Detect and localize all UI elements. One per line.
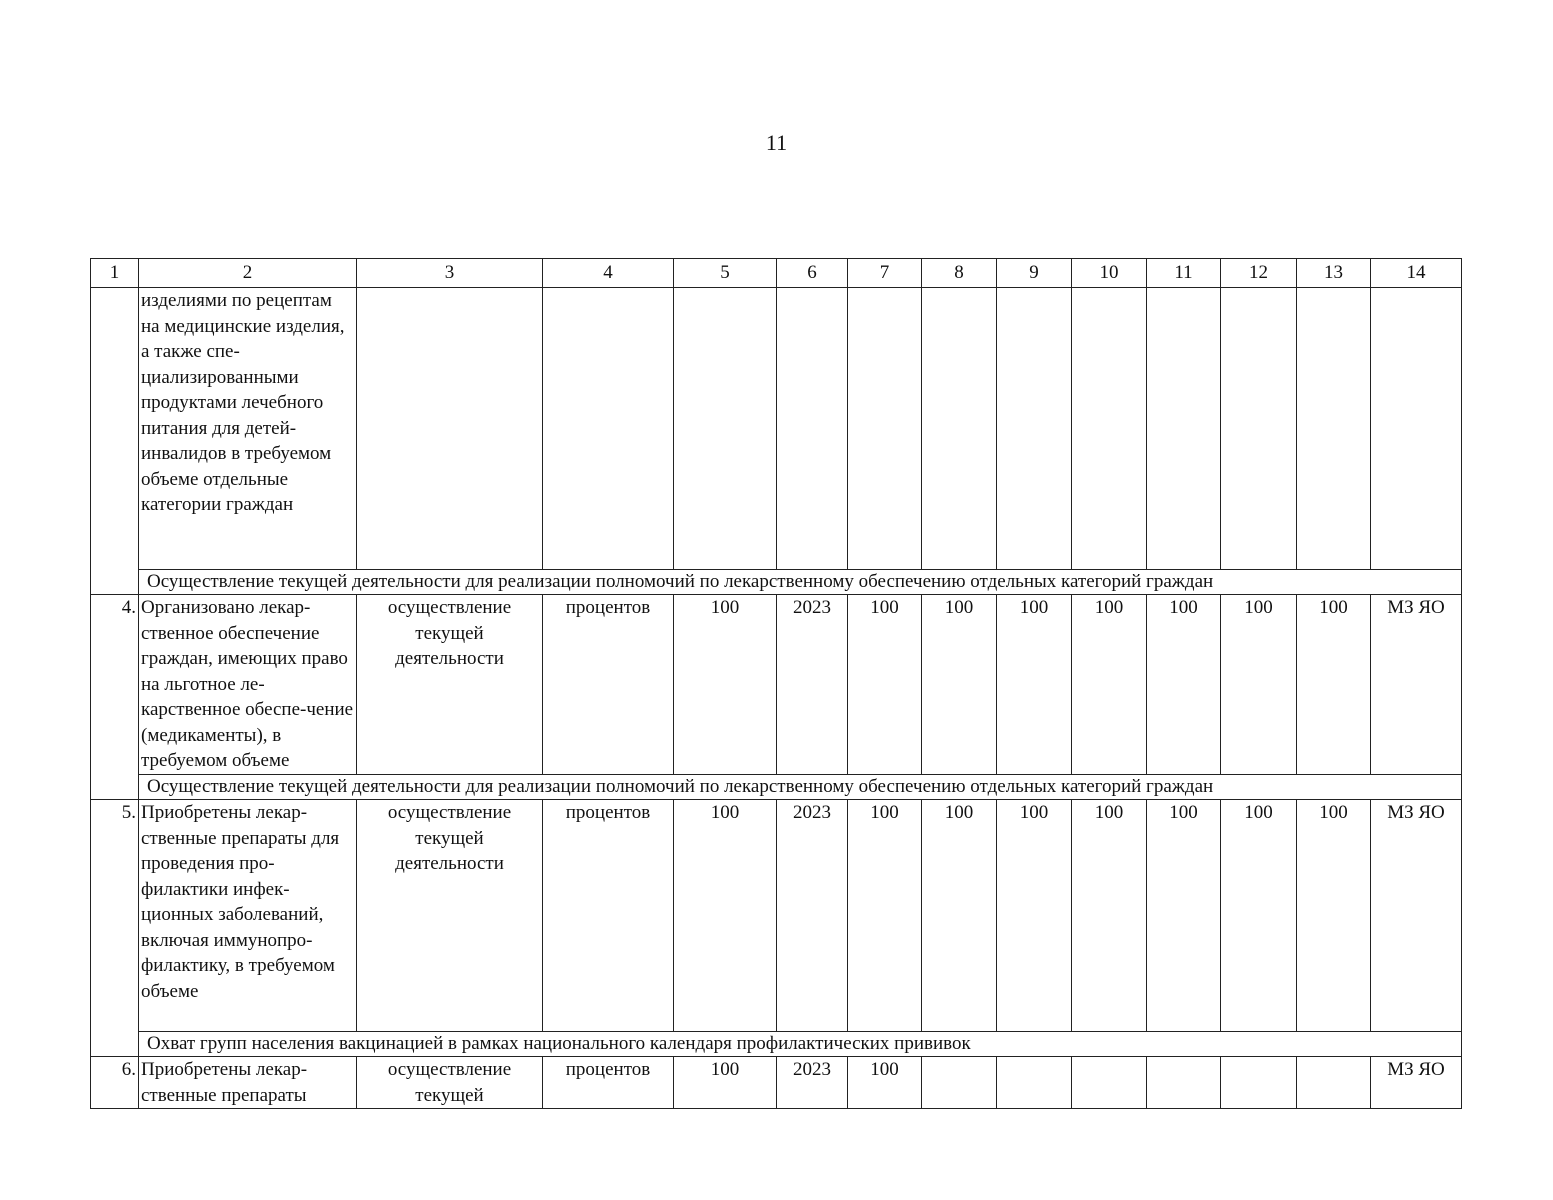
header-cell: 4 (543, 259, 674, 288)
cell-event-type: осуществление текущей деятельности (357, 595, 543, 775)
cell (1371, 288, 1462, 570)
page-number: 11 (765, 130, 788, 155)
cell: 100 (848, 595, 922, 775)
table-row (91, 1057, 1462, 1109)
result-text: Приобретены лекар-ственные препараты для проведения про-филактики инфек-ционных заболеваний, включая иммунопро-филактику, в требуемом объеме (139, 800, 357, 1032)
header-cell: 14 (1371, 259, 1462, 288)
cell-event-type: осуществление текущей деятельности (357, 800, 543, 1032)
header-cell: 13 (1297, 259, 1371, 288)
header-cell: 8 (922, 259, 997, 288)
header-cell: 1 (91, 259, 139, 288)
cell (543, 288, 674, 570)
cell: 100 (922, 800, 997, 1032)
table-row (91, 288, 1462, 570)
cell-base-value: 100 (674, 1057, 777, 1109)
header-cell: 7 (848, 259, 922, 288)
subheader-text: Осуществление текущей деятельности для реализации полномочий по лекарственному обеспечению отдельных категорий граждан (139, 570, 1462, 595)
cell: 100 (1072, 595, 1147, 775)
header-cell: 2 (139, 259, 357, 288)
cell (1297, 1057, 1371, 1109)
cell (1297, 288, 1371, 570)
header-cell: 3 (357, 259, 543, 288)
table-row (91, 595, 1462, 775)
result-text: Организовано лекар-ственное обеспечение граждан, имеющих право на льготное ле-карственное обеспе-чение (медикаменты), в требуемом объеме (139, 595, 357, 775)
subheader-row (91, 570, 1462, 595)
cell-base-value: 100 (674, 595, 777, 775)
cell (997, 1057, 1072, 1109)
table-row (91, 800, 1462, 1032)
subheader-text: Осуществление текущей деятельности для реализации полномочий по лекарственному обеспечению отдельных категорий граждан (139, 775, 1462, 800)
cell (922, 1057, 997, 1109)
header-cell: 10 (1072, 259, 1147, 288)
row-number: 5. (91, 800, 139, 1057)
cell: 100 (1297, 595, 1371, 775)
cell (1147, 288, 1221, 570)
header-row (91, 259, 1462, 288)
cell-responsible: МЗ ЯО (1371, 595, 1462, 775)
row-number (91, 288, 139, 595)
indicators-table (90, 258, 1462, 1109)
cell: 100 (848, 800, 922, 1032)
row-number: 6. (91, 1057, 139, 1109)
cell (357, 288, 543, 570)
cell-base-year: 2023 (777, 800, 848, 1032)
cell-event-type: осуществление текущей (357, 1057, 543, 1109)
cell: 100 (1221, 800, 1297, 1032)
cell (997, 288, 1072, 570)
subheader-row (91, 1032, 1462, 1057)
result-text: изделиями по рецептам на медицинские изделия, а также спе-циализированными продуктами лечебного питания для детей-инвалидов в требуемом объеме отдельные категории граждан (139, 288, 357, 570)
header-cell: 9 (997, 259, 1072, 288)
cell-base-value: 100 (674, 800, 777, 1032)
cell-base-year: 2023 (777, 595, 848, 775)
subheader-row (91, 775, 1462, 800)
result-text: Приобретены лекар-ственные препараты (139, 1057, 357, 1109)
cell (777, 288, 848, 570)
cell: 100 (1221, 595, 1297, 775)
cell (1072, 1057, 1147, 1109)
subheader-text: Охват групп населения вакцинацией в рамках национального календаря профилактических прививок (139, 1032, 1462, 1057)
cell (674, 288, 777, 570)
cell: 100 (997, 800, 1072, 1032)
cell-unit: процентов (543, 595, 674, 775)
header-cell: 12 (1221, 259, 1297, 288)
cell: 100 (1072, 800, 1147, 1032)
cell: 100 (997, 595, 1072, 775)
header-cell: 5 (674, 259, 777, 288)
cell: 100 (922, 595, 997, 775)
cell (1147, 1057, 1221, 1109)
header-cell: 6 (777, 259, 848, 288)
cell-responsible: МЗ ЯО (1371, 1057, 1462, 1109)
cell (848, 288, 922, 570)
cell (1072, 288, 1147, 570)
cell: 100 (1147, 595, 1221, 775)
cell (1221, 1057, 1297, 1109)
cell-base-year: 2023 (777, 1057, 848, 1109)
cell-responsible: МЗ ЯО (1371, 800, 1462, 1032)
cell (922, 288, 997, 570)
cell: 100 (848, 1057, 922, 1109)
cell-unit: процентов (543, 800, 674, 1032)
header-cell: 11 (1147, 259, 1221, 288)
row-number: 4. (91, 595, 139, 800)
cell: 100 (1147, 800, 1221, 1032)
cell: 100 (1297, 800, 1371, 1032)
cell-unit: процентов (543, 1057, 674, 1109)
cell (1221, 288, 1297, 570)
